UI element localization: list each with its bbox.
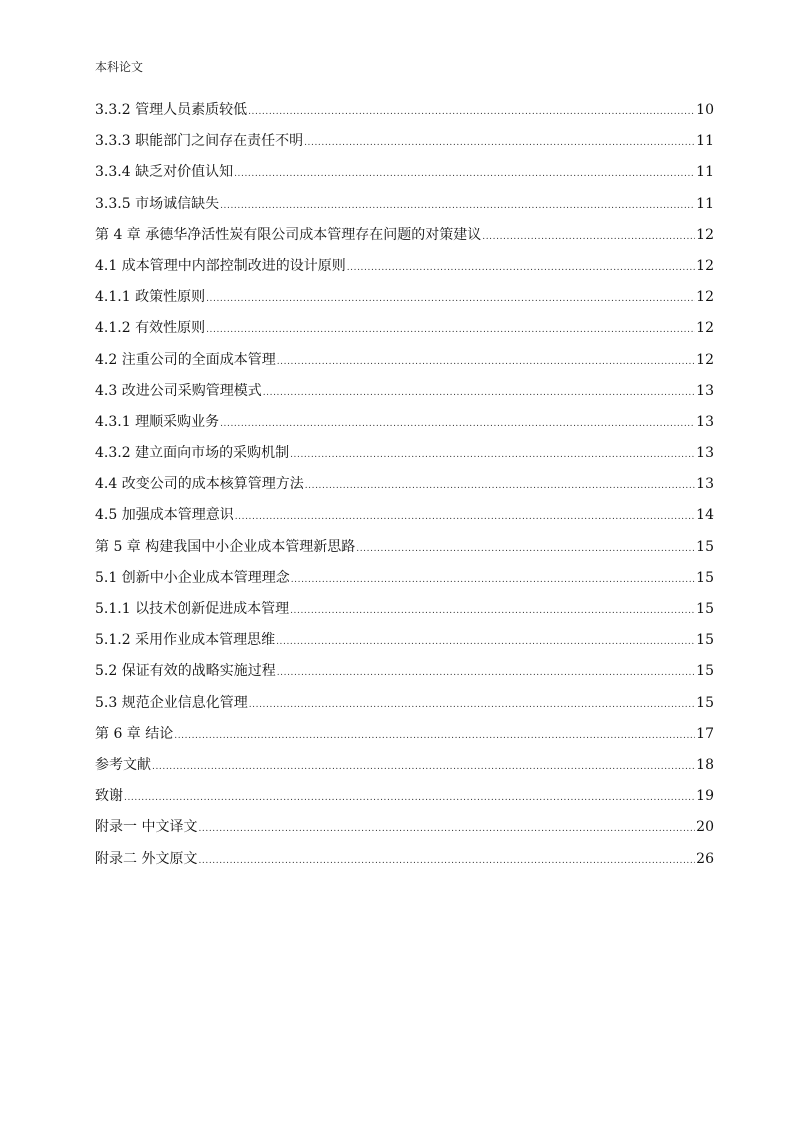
toc-dot-leader bbox=[305, 475, 695, 497]
toc-entry-title: 5.2 保证有效的战略实施过程 bbox=[95, 663, 276, 680]
page-header: 本科论文 bbox=[95, 60, 144, 74]
toc-entry-page: 12 bbox=[696, 257, 714, 274]
toc-entry-page: 12 bbox=[696, 351, 714, 368]
toc-dot-leader bbox=[277, 351, 695, 373]
toc-entry-title: 4.1 成本管理中内部控制改进的设计原则 bbox=[95, 257, 346, 274]
toc-entry-page: 15 bbox=[696, 632, 714, 649]
toc-dot-leader bbox=[304, 132, 695, 154]
toc-entry-page: 10 bbox=[696, 102, 714, 118]
toc-entry-page: 13 bbox=[696, 413, 714, 430]
toc-entry-title: 4.3.2 建立面向市场的采购机制 bbox=[95, 445, 290, 462]
toc-entry-page: 11 bbox=[696, 164, 714, 181]
toc-dot-leader bbox=[198, 818, 695, 840]
toc-entry[interactable] bbox=[95, 536, 714, 567]
toc-entry-page: 12 bbox=[696, 289, 714, 306]
toc-entry-title: 5.1.1 以技术创新促进成本管理 bbox=[95, 601, 290, 617]
toc-entry-page: 11 bbox=[696, 195, 714, 212]
toc-entry-title: 4.1.1 政策性原则 bbox=[95, 289, 206, 306]
toc-entry[interactable] bbox=[95, 286, 714, 317]
toc-entry[interactable] bbox=[95, 692, 714, 723]
toc-dot-leader bbox=[347, 257, 695, 279]
toc-entry[interactable] bbox=[95, 816, 714, 847]
toc-entry[interactable] bbox=[95, 224, 714, 255]
toc-dot-leader bbox=[124, 787, 695, 809]
toc-entry-page: 15 bbox=[696, 694, 714, 711]
toc-entry-title: 第 5 章 构建我国中小企业成本管理新思路 bbox=[95, 538, 356, 555]
toc-dot-leader bbox=[152, 756, 695, 778]
toc-dot-leader bbox=[356, 538, 695, 560]
toc-entry[interactable] bbox=[95, 567, 714, 598]
toc-dot-leader bbox=[276, 631, 695, 653]
toc-dot-leader bbox=[290, 444, 695, 466]
toc-entry-page: 19 bbox=[696, 788, 714, 805]
toc-entry-title: 致谢 bbox=[95, 788, 123, 805]
toc-dot-leader bbox=[248, 101, 695, 123]
toc-entry[interactable] bbox=[95, 723, 714, 754]
toc-entry[interactable] bbox=[95, 754, 714, 785]
toc-dot-leader bbox=[220, 195, 695, 217]
toc-entry[interactable] bbox=[95, 380, 714, 411]
toc-entry[interactable] bbox=[95, 504, 714, 535]
toc-entry[interactable] bbox=[95, 99, 714, 130]
toc-entry[interactable] bbox=[95, 193, 714, 224]
toc-entry-page: 13 bbox=[696, 382, 714, 399]
toc-entry-title: 5.1 创新中小企业成本管理理念 bbox=[95, 569, 290, 586]
toc-entry[interactable] bbox=[95, 130, 714, 161]
toc-dot-leader bbox=[235, 506, 695, 528]
toc-entry-title: 第 4 章 承德华净活性炭有限公司成本管理存在问题的对策建议 bbox=[95, 226, 482, 243]
toc-entry-page: 15 bbox=[696, 569, 714, 586]
toc-entry-title: 附录一 中文译文 bbox=[95, 819, 198, 836]
toc-entry-page: 18 bbox=[696, 756, 714, 773]
toc-entry-title: 5.3 规范企业信息化管理 bbox=[95, 694, 248, 711]
toc-entry[interactable] bbox=[95, 785, 714, 816]
toc-entry[interactable] bbox=[95, 629, 714, 660]
toc-dot-leader bbox=[291, 569, 695, 591]
toc-entry-title: 3.3.3 职能部门之间存在责任不明 bbox=[95, 133, 304, 150]
toc-entry-page: 15 bbox=[696, 601, 714, 617]
toc-entry-title: 5.1.2 采用作业成本管理思维 bbox=[95, 632, 276, 649]
toc-entry-page: 13 bbox=[696, 476, 714, 493]
toc-entry-title: 3.3.2 管理人员素质较低 bbox=[95, 102, 248, 118]
toc-dot-leader bbox=[206, 319, 695, 341]
toc-entry-title: 3.3.5 市场诚信缺失 bbox=[95, 195, 220, 212]
toc-entry-page: 17 bbox=[696, 725, 714, 742]
toc-dot-leader bbox=[206, 288, 695, 310]
toc-entry-page: 11 bbox=[696, 133, 714, 150]
toc-entry-page: 15 bbox=[696, 538, 714, 555]
toc-entry-page: 20 bbox=[696, 819, 714, 836]
toc-entry[interactable] bbox=[95, 161, 714, 192]
toc-entry-page: 26 bbox=[696, 850, 714, 867]
toc-entry-title: 4.5 加强成本管理意识 bbox=[95, 507, 234, 524]
toc-entry[interactable] bbox=[95, 660, 714, 691]
toc-entry[interactable] bbox=[95, 255, 714, 286]
toc-entry-page: 14 bbox=[696, 507, 714, 524]
toc-dot-leader bbox=[290, 600, 695, 622]
toc-entry-page: 13 bbox=[696, 445, 714, 462]
toc-entry-title: 4.4 改变公司的成本核算管理方法 bbox=[95, 476, 304, 493]
toc-dot-leader bbox=[234, 163, 695, 185]
toc-entry[interactable] bbox=[95, 411, 714, 442]
toc-entry-title: 第 6 章 结论 bbox=[95, 725, 174, 742]
toc-dot-leader bbox=[174, 725, 695, 747]
toc-dot-leader bbox=[263, 382, 695, 404]
toc-entry-title: 4.3.1 理顺采购业务 bbox=[95, 413, 220, 430]
table-of-contents bbox=[95, 99, 714, 879]
toc-entry[interactable] bbox=[95, 349, 714, 380]
toc-entry[interactable] bbox=[95, 848, 714, 879]
toc-dot-leader bbox=[220, 413, 695, 435]
toc-entry-page: 12 bbox=[696, 226, 714, 243]
toc-entry-page: 12 bbox=[696, 320, 714, 337]
toc-entry[interactable] bbox=[95, 598, 714, 629]
toc-entry-title: 附录二 外文原文 bbox=[95, 850, 198, 867]
toc-entry[interactable] bbox=[95, 442, 714, 473]
toc-entry-title: 4.3 改进公司采购管理模式 bbox=[95, 382, 262, 399]
toc-dot-leader bbox=[277, 662, 695, 684]
toc-dot-leader bbox=[249, 694, 695, 716]
toc-entry-title: 4.2 注重公司的全面成本管理 bbox=[95, 351, 276, 368]
toc-entry-page: 15 bbox=[696, 663, 714, 680]
toc-dot-leader bbox=[198, 850, 695, 872]
toc-entry-title: 参考文献 bbox=[95, 756, 151, 773]
toc-dot-leader bbox=[482, 226, 695, 248]
toc-entry[interactable] bbox=[95, 473, 714, 504]
toc-entry[interactable] bbox=[95, 317, 714, 348]
toc-entry-title: 3.3.4 缺乏对价值认知 bbox=[95, 164, 234, 181]
toc-entry-title: 4.1.2 有效性原则 bbox=[95, 320, 206, 337]
